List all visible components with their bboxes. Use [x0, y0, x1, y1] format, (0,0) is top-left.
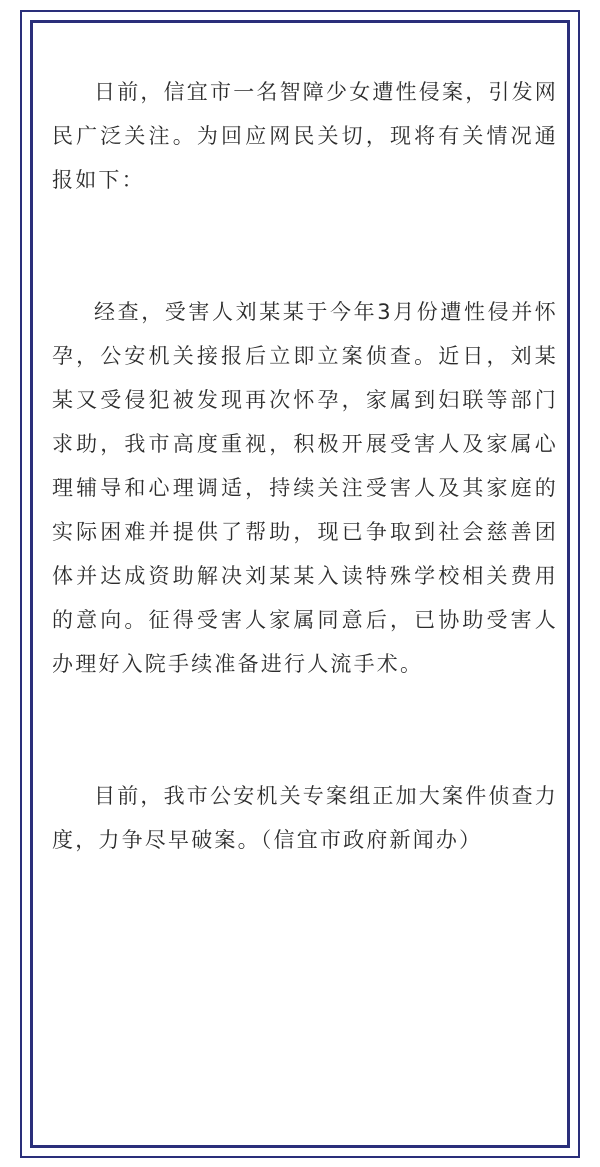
paragraph-spacer: [52, 202, 558, 290]
paragraph-status: 目前，我市公安机关专案组正加大案件侦查力度，力争尽早破案。（信宜市政府新闻办）: [52, 784, 558, 852]
paragraph-spacer: [52, 686, 558, 774]
announcement-body: [52, 70, 558, 862]
paragraph-investigation: 经查，受害人刘某某于今年3月份遭性侵并怀孕，公安机关接报后立即立案侦查。近日，刘某某又受侵犯被发现再次怀孕，家属到妇联等部门求助，我市高度重视，积极开展受害人及家属心理辅导和心理调适，持续关注受害人及其家庭的实际困难并提供了帮助，现已争取到社会慈善团体并达成资助解决刘某某入读特殊学校相关费用的意向。征得受害人家属同意后，已协助受害人办理好入院手续准备进行人流手术。: [52, 300, 558, 676]
paragraph-intro: 日前，信宜市一名智障少女遭性侵案，引发网民广泛关注。为回应网民关切，现将有关情况通报如下：: [52, 80, 558, 192]
